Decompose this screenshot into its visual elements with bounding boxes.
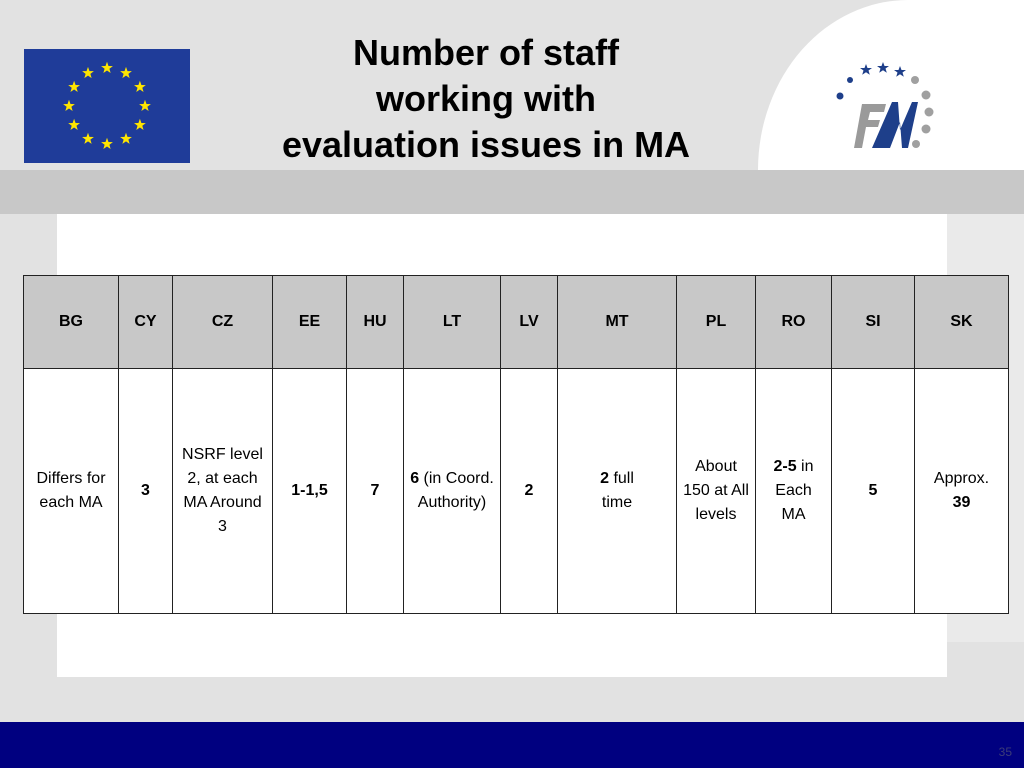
cell-text: 5 (868, 482, 878, 499)
data-cell-si (832, 369, 915, 614)
header-cell-mt: MT (558, 276, 677, 369)
cell-text: 39 (952, 494, 971, 511)
eu-flag-icon (24, 49, 190, 163)
header-cell-lv: LV (501, 276, 558, 369)
cell-text: NSRF level 2, at each MA Around 3 (182, 446, 263, 535)
slide-title (236, 30, 736, 168)
header-cell-sk: SK (915, 276, 1009, 369)
data-cell-lt (404, 369, 501, 614)
cell-text: 3 (141, 482, 150, 499)
data-cell-bg (24, 369, 119, 614)
table-row (24, 369, 1009, 614)
cell-text: 2 (600, 470, 609, 487)
fm-logo-icon (828, 58, 938, 158)
cell-text: 7 (370, 482, 380, 499)
data-cell-pl (677, 369, 756, 614)
staff-table (23, 275, 1009, 614)
cell-text: (in Coord. Authority) (417, 470, 494, 511)
header-cell-hu: HU (347, 276, 404, 369)
header-cell-pl: PL (677, 276, 756, 369)
title-line: Number of staff (352, 32, 619, 73)
page-number: 35 (998, 745, 1012, 759)
data-cell-ee (273, 369, 347, 614)
cell-text: Differs for each MA (36, 470, 106, 511)
header-cell-si: SI (832, 276, 915, 369)
cell-text: About 150 at All levels (683, 458, 749, 523)
header-cell-lt: LT (404, 276, 501, 369)
header-cell-bg: BG (24, 276, 119, 369)
header-cell-ee: EE (273, 276, 347, 369)
header-band (0, 170, 1024, 214)
cell-text: full time (601, 470, 634, 511)
cell-text: 1-1,5 (291, 482, 328, 499)
data-cell-cz (173, 369, 273, 614)
title-line: working with (376, 78, 596, 119)
data-cell-ro (756, 369, 832, 614)
cell-text: 6 (410, 470, 420, 487)
cell-text: 2-5 (773, 458, 797, 475)
cell-text: in Each MA (775, 458, 814, 523)
data-cell-mt (558, 369, 677, 614)
header-cell-cy: CY (119, 276, 173, 369)
header-cell-cz: CZ (173, 276, 273, 369)
header-cell-ro: RO (756, 276, 832, 369)
footer-bar (0, 722, 1024, 768)
data-cell-lv (501, 369, 558, 614)
data-cell-cy (119, 369, 173, 614)
cell-text: 2 (524, 482, 534, 499)
table-header-row (24, 276, 1009, 369)
cell-text: Approx. (933, 470, 990, 487)
data-cell-hu (347, 369, 404, 614)
title-line: evaluation issues in MA (281, 124, 691, 165)
data-cell-sk (915, 369, 1009, 614)
